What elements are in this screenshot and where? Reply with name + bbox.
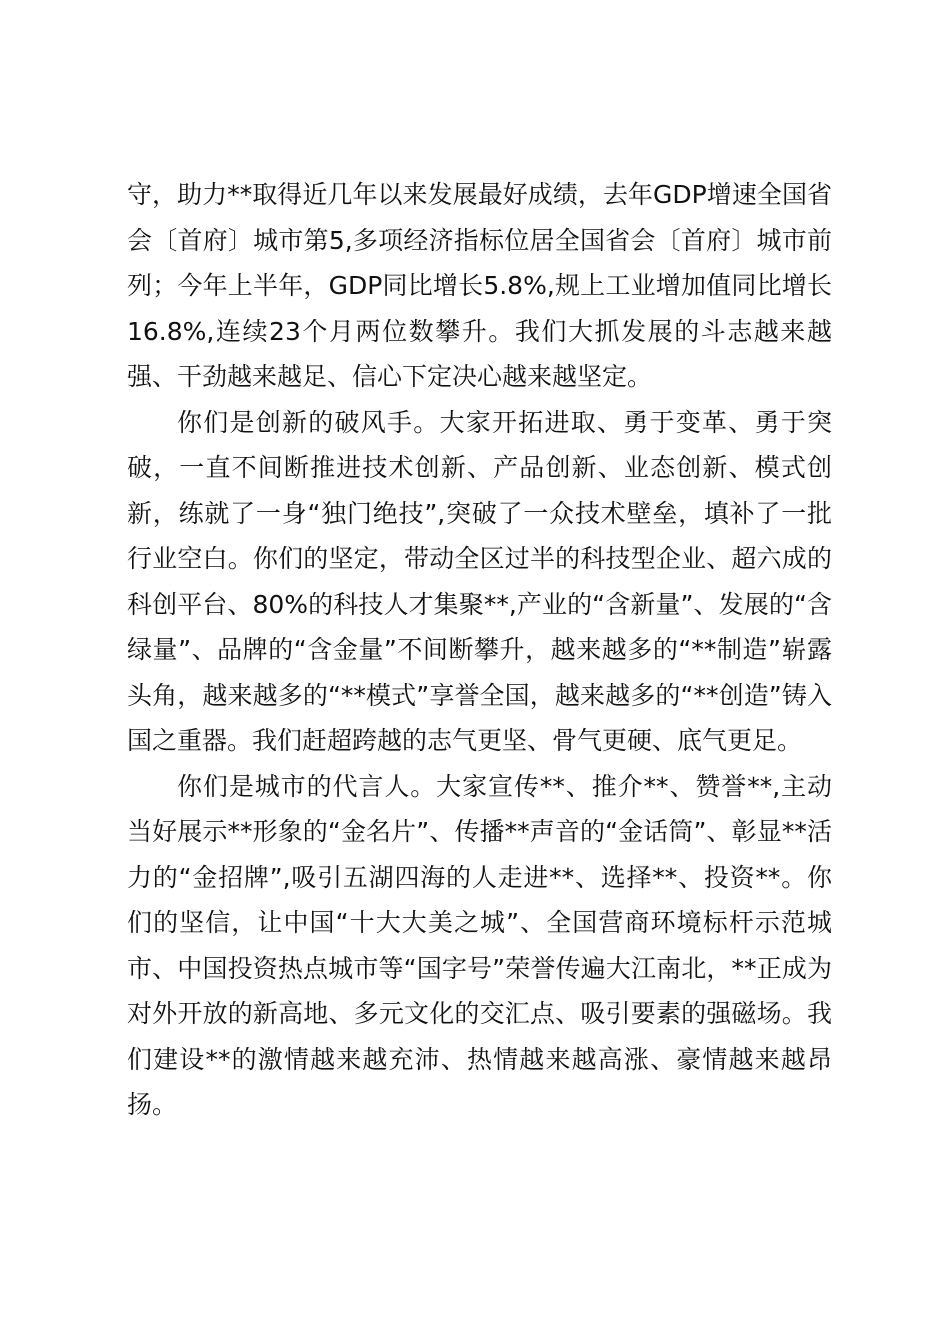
paragraph-city-ambassador: 你们是城市的代言人。大家宣传**、推介**、赞誉**,主动当好展示**形象的“金名片”、传播**声音的“金话筒”、彰显**活力的“金招牌”,吸引五湖四海的人走进**、选择**、投资**。你们的坚信，让中国“十大大美之城”、全国营商环境标杆示范城市、中国投资热点城市等“国字号”荣誉传遍大江南北，**正成为对外开放的新高地、多元文化的交汇点、吸引要素的强磁场。我们建设**的激情越来越充沛、热情越来越高涨、豪情越来越昂扬。 <box>127 771 832 1119</box>
paragraph-continuation: 守，助力**取得近几年以来发展最好成绩，去年GDP增速全国省会〔首府〕城市第5,多项经济指标位居全国省会〔首府〕城市前列；今年上半年，GDP同比增长5.8%,规上工业增加值同比增长16.8%,连续23个月两位数攀升。我们大抓发展的斗志越来越强、干劲越来越足、信心下定决心越来越坚定。 <box>127 180 832 391</box>
paragraph-innovation: 你们是创新的破风手。大家开拓进取、勇于变革、勇于突破，一直不间断推进技术创新、产品创新、业态创新、模式创新，练就了一身“独门绝技”,突破了一众技术壁垒，填补了一批行业空白。你们的坚定，带动全区过半的科技型企业、超六成的科创平台、80%的科技人才集聚**,产业的“含新量”、发展的“含绿量”、品牌的“含金量”不间断攀升，越来越多的“**制造”崭露头角，越来越多的“**模式”享誉全国，越来越多的“**创造”铸入国之重器。我们赶超跨越的志气更坚、骨气更硬、底气更足。 <box>127 407 832 755</box>
document-body <box>127 172 832 1128</box>
